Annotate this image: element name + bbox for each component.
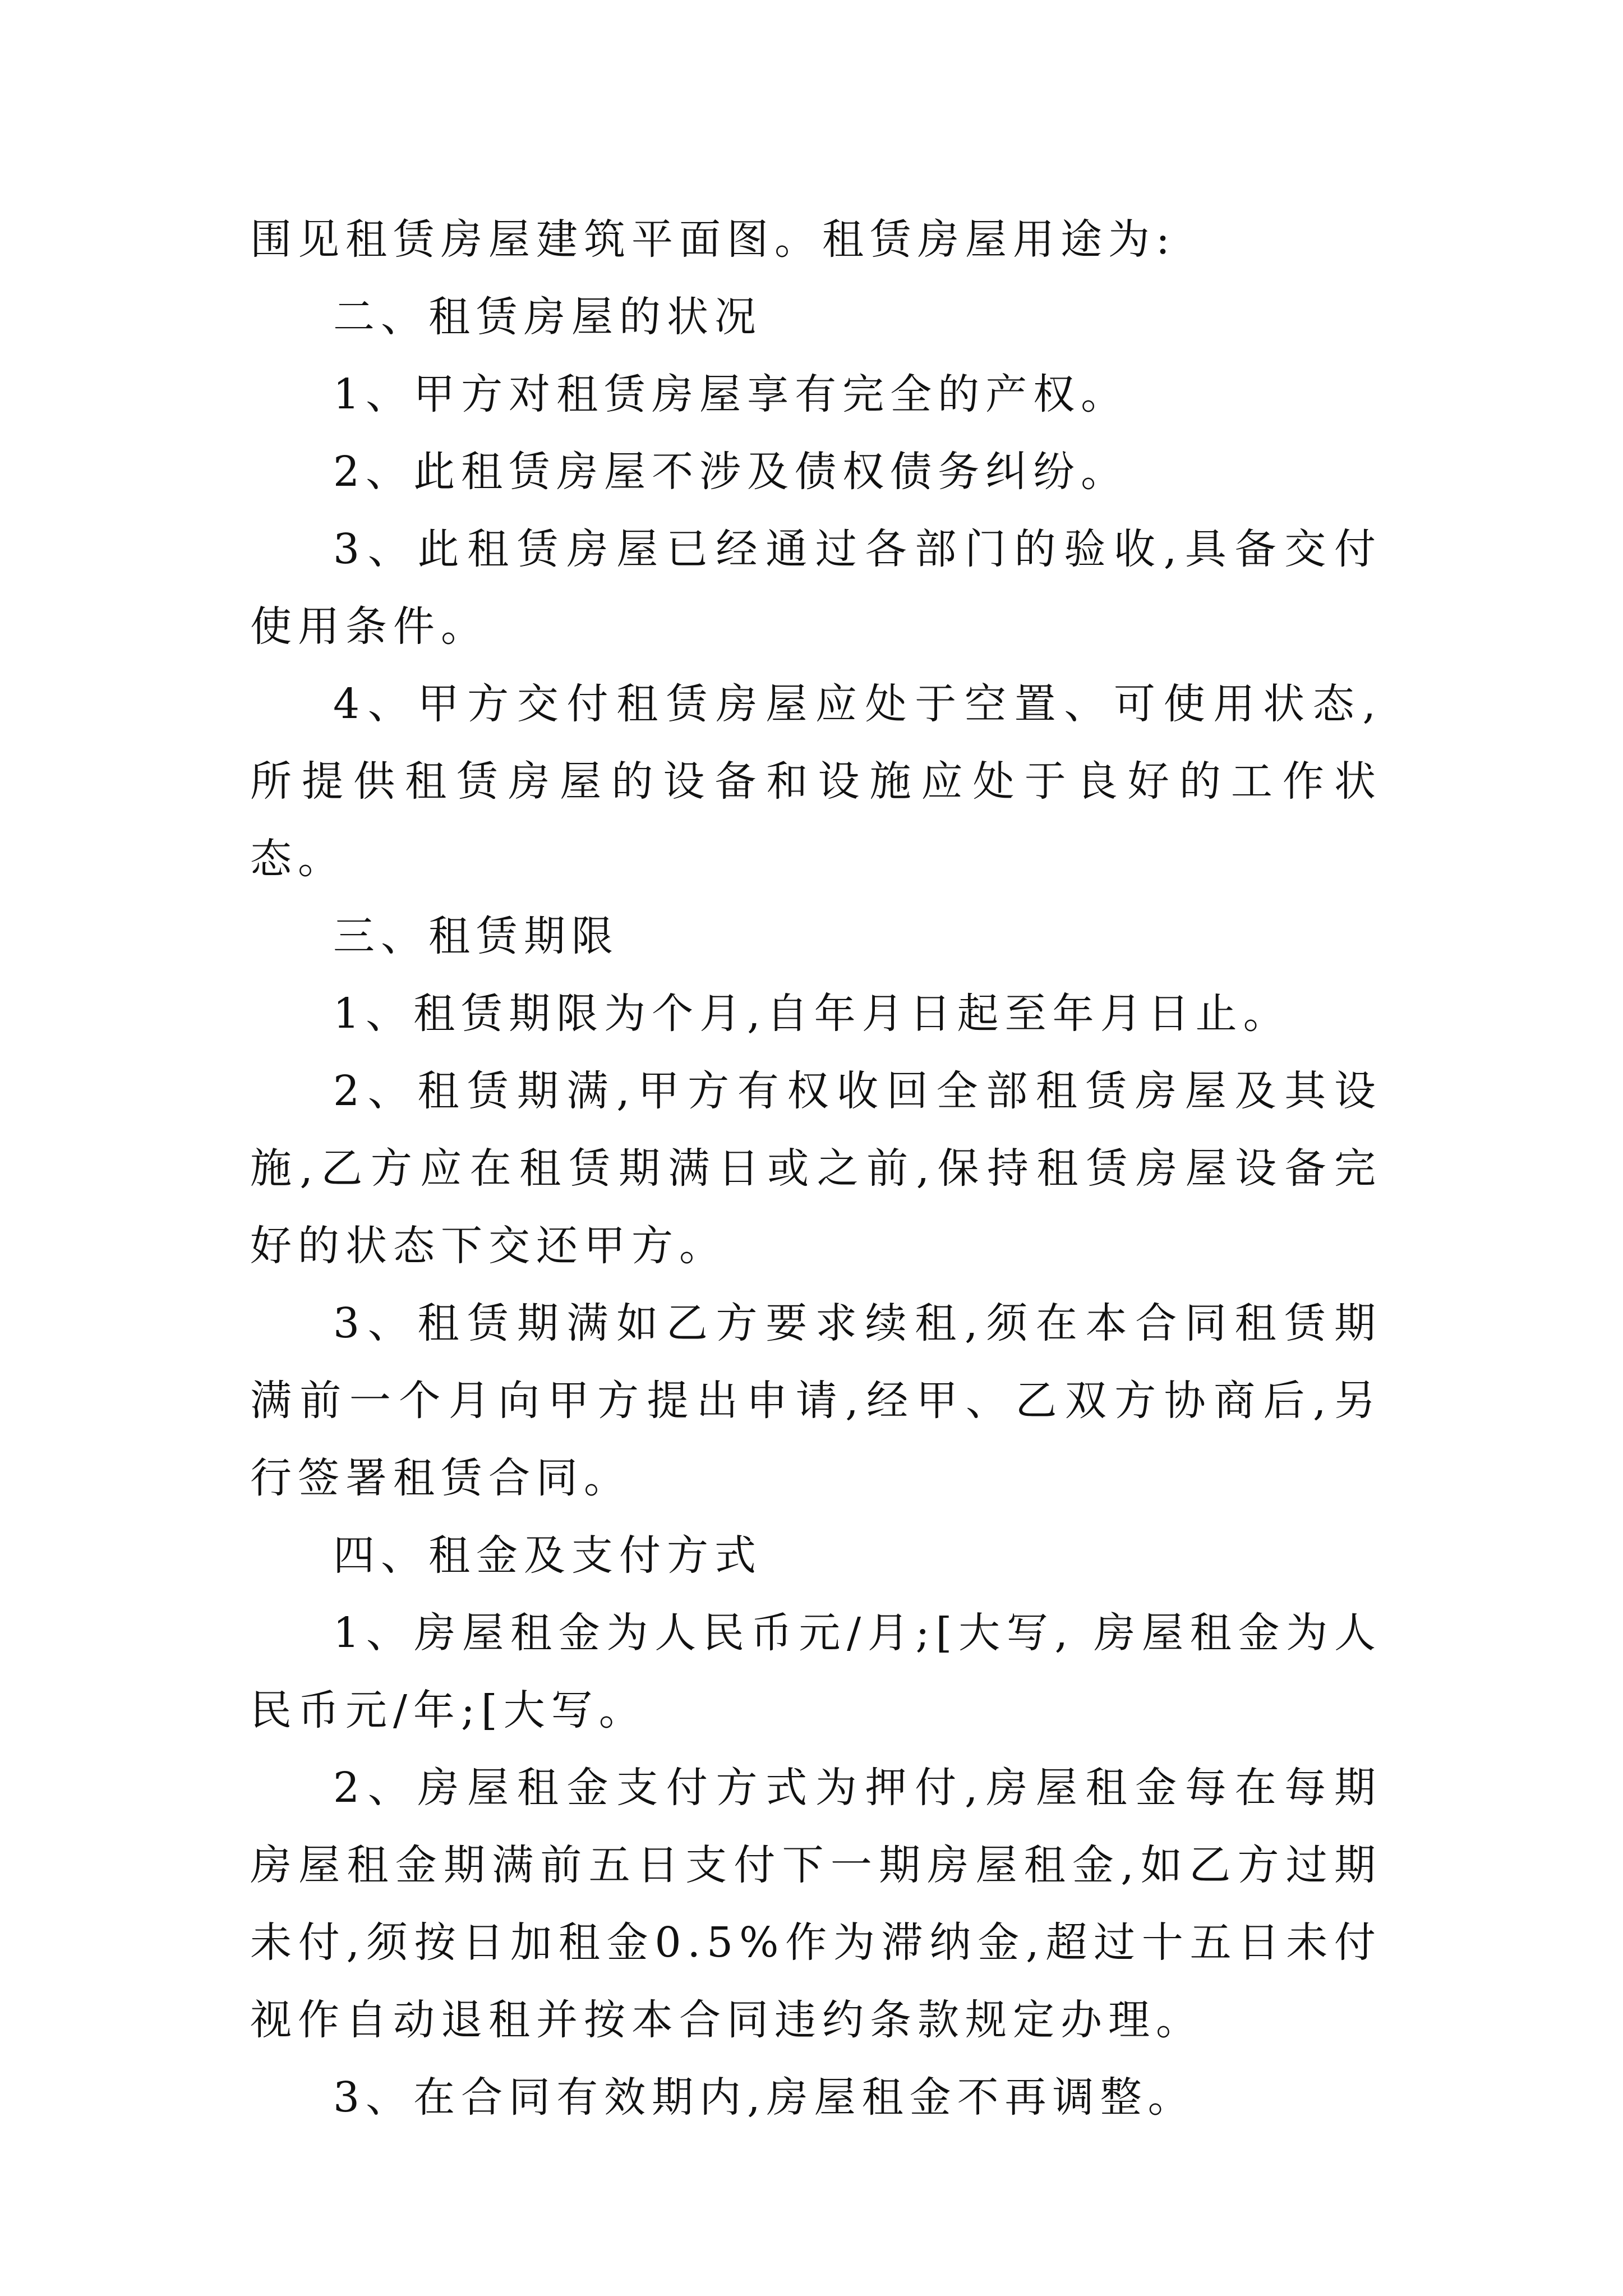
- clause-3-3: 3、租赁期满如乙方要求续租,须在本合同租赁期满前一个月向甲方提出申请,经甲、乙双方协商后,另行签署租赁合同。: [250, 1299, 1382, 1502]
- section-heading-4: 四、租金及支付方式: [333, 1531, 762, 1580]
- clause-2-1: 1、甲方对租赁房屋享有完全的产权。: [333, 370, 1129, 418]
- clause-4-2: 2、房屋租金支付方式为押付,房屋租金每在每期房屋租金期满前五日支付下一期房屋租金,如乙方过期未付,须按日加租金0.5%作为滞纳金,超过十五日未付视作自动退租并按本合同违约条款规定办理。: [250, 1764, 1382, 2044]
- clause-3-1: 1、租赁期限为个月,自年月日起至年月日止。: [333, 990, 1291, 1038]
- clause-2-2: 2、此租赁房屋不涉及债权债务纠纷。: [333, 448, 1129, 496]
- document-body: [250, 201, 1382, 2136]
- section-heading-3: 三、租赁期限: [333, 912, 619, 960]
- paragraph-continuation: 围见租赁房屋建筑平面图。租赁房屋用途为:: [250, 215, 1176, 264]
- clause-4-1: 1、房屋租金为人民币元/月;[大写, 房屋租金为人民币元/年;[大写。: [250, 1609, 1382, 1734]
- clause-2-3: 3、此租赁房屋已经通过各部门的验收,具备交付使用条件。: [250, 525, 1382, 651]
- clause-3-2: 2、租赁期满,甲方有权收回全部租赁房屋及其设施,乙方应在租赁期满日或之前,保持租赁房屋设备完好的状态下交还甲方。: [250, 1067, 1382, 1270]
- clause-4-3: 3、在合同有效期内,房屋租金不再调整。: [333, 2073, 1196, 2122]
- clause-2-4: 4、甲方交付租赁房屋应处于空置、可使用状态,所提供租赁房屋的设备和设施应处于良好的工作状态。: [250, 680, 1382, 883]
- section-heading-2: 二、租赁房屋的状况: [333, 293, 762, 341]
